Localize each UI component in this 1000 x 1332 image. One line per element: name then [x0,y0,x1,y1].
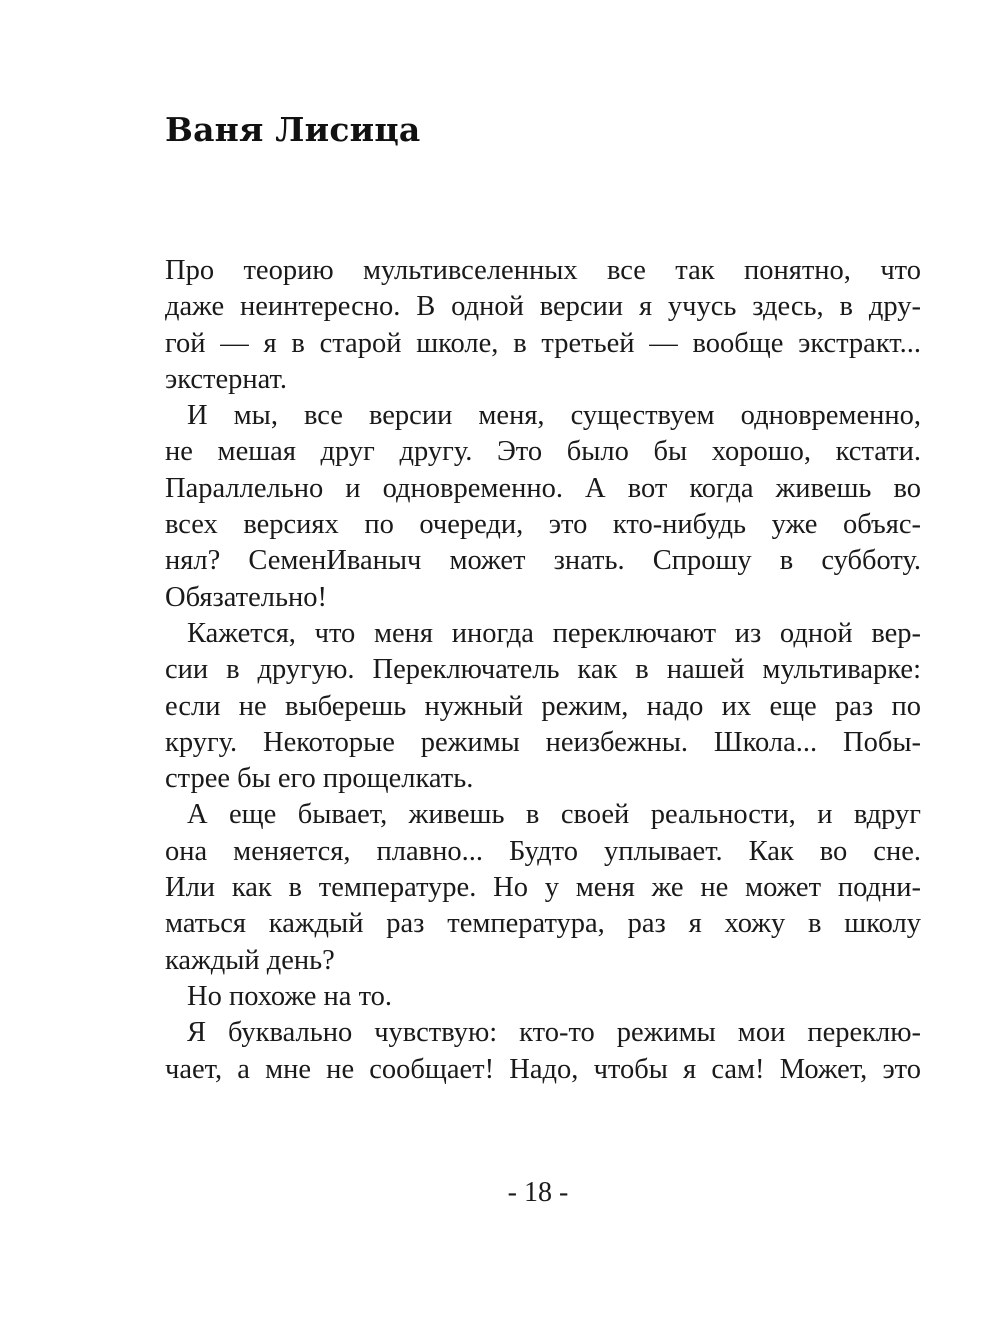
page-number: - 18 - [507,1177,569,1208]
text-line: стрее бы его прощелкать. [165,763,474,795]
text-line: даже неинтересно. В одной версии я учусь здесь, в дру- [165,291,921,323]
text-line: не мешая друг другу. Это было бы хорошо, кстати. [165,436,921,468]
text-line: каждый день? [165,944,335,976]
text-line: гой — я в старой школе, в третьей — вообще экстракт... [165,327,921,359]
text-line: кругу. Некоторые режимы неизбежны. Школа... Побы- [165,726,921,758]
text-line: чает, а мне не сообщает! Надо, чтобы я сам! Может, это [165,1053,921,1085]
text-line: Параллельно и одновременно. А вот когда живешь во [165,472,921,504]
text-line: всех версиях по очереди, это кто-нибудь уже объяс- [165,509,921,541]
text-line: маться каждый раз температура, раз я хожу в школу [165,908,921,940]
text-line: А еще бывает, живешь в своей реальности, и вдруг [187,799,921,831]
text-line: экстернат. [165,363,287,395]
text-line: И мы, все версии меня, существуем одновременно, [187,400,921,432]
text-line: Обязательно! [165,581,327,613]
text-line: нял? СеменИваныч может знать. Спрошу в субботу. [165,545,921,577]
text-line: Кажется, что меня иногда переключают из одной вер- [187,617,921,649]
text-line: Или как в температуре. Но у меня же не может подни- [165,872,921,904]
text-line: Я буквально чувствую: кто-то режимы мои переклю- [187,1017,921,1049]
chapter-title: Ваня Лисица [165,110,421,149]
text-line: если не выберешь нужный режим, надо их еще раз по [165,690,921,722]
body-text [165,253,921,1088]
text-line: сии в другую. Переключатель как в нашей мультиварке: [165,654,921,686]
text-line: Но похоже на то. [187,980,393,1012]
text-line: Про теорию мультивселенных все так понятно, что [165,255,921,286]
text-line: она меняется, плавно... Будто уплывает. Как во сне. [165,835,921,867]
